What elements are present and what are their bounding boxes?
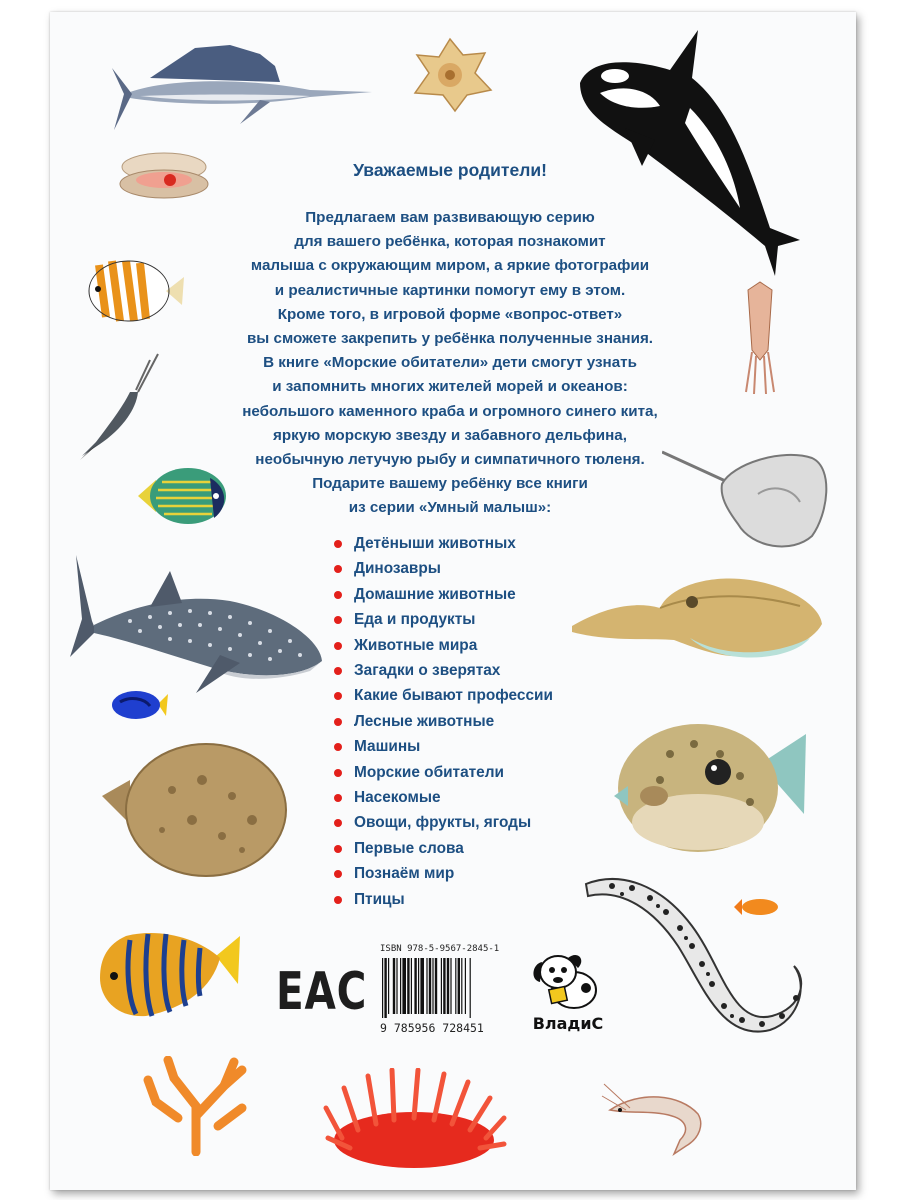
- list-item: [334, 582, 553, 607]
- barcode-bar: [465, 958, 466, 1014]
- bullet-icon: [334, 540, 342, 548]
- isbn-label: ISBN 978-5-9567-2845-1: [380, 944, 500, 954]
- whale-shark-icon: [70, 555, 325, 700]
- greeting-heading: Уважаемые родители!: [353, 160, 547, 180]
- barcode-bar: [426, 958, 427, 1014]
- bullet-icon: [334, 896, 342, 904]
- intro-line: малыша с окружающим миром, а яркие фотографии: [250, 257, 650, 275]
- book-title: Машины: [354, 738, 421, 756]
- book-title: Домашние животные: [354, 585, 516, 603]
- barcode-bar: [470, 958, 471, 1018]
- intro-line: и реалистичные картинки помогут ему в этом.: [274, 281, 626, 299]
- coral-icon: [138, 1056, 256, 1156]
- book-title: Лесные животные: [354, 712, 495, 730]
- book-title: Птицы: [354, 890, 405, 908]
- intro-line: вы сможете закрепить у ребёнка полученные знания.: [246, 330, 654, 348]
- barcode-bar: [400, 958, 401, 1014]
- barcode-bar: [447, 958, 449, 1014]
- longnose-fish-icon: [78, 352, 160, 462]
- barcode-bar: [384, 958, 386, 1018]
- cuttlefish-icon: [570, 566, 825, 666]
- barcode-bar: [461, 958, 462, 1014]
- book-title: Какие бывают профессии: [354, 687, 553, 705]
- barcode-bar: [420, 958, 424, 1014]
- barcode-bar: [402, 958, 406, 1014]
- list-item: [334, 785, 553, 810]
- barcode-bar: [388, 958, 389, 1014]
- book-title: Динозавры: [354, 560, 441, 578]
- barcode-bar: [396, 958, 397, 1014]
- intro-line: необычную летучую рыбу и симпатичного тюленя.: [255, 451, 645, 469]
- bullet-icon: [334, 819, 342, 827]
- bullet-icon: [334, 743, 342, 751]
- eac-conformity-mark: EAC: [276, 962, 368, 1022]
- book-title: Морские обитатели: [354, 763, 504, 781]
- barcode-bar: [414, 958, 416, 1014]
- flounder-icon: [102, 740, 287, 880]
- list-item: [334, 709, 553, 734]
- barcode-bar: [443, 958, 445, 1014]
- publisher-name: ВладиС: [532, 1014, 604, 1033]
- list-item: [334, 734, 553, 759]
- book-title: Насекомые: [354, 789, 441, 807]
- barcode-bar: [458, 958, 460, 1014]
- book-title: Детёныши животных: [354, 535, 516, 552]
- barcode-bar: [382, 958, 383, 1018]
- intro-line: яркую морскую звезду и забавного дельфина,: [273, 426, 627, 444]
- list-item: [334, 683, 553, 708]
- barcode-bar: [455, 958, 456, 1014]
- bullet-icon: [334, 616, 342, 624]
- intro-line: Предлагаем вам развивающую серию: [305, 209, 595, 226]
- barcode-bar: [393, 958, 395, 1014]
- bullet-icon: [334, 794, 342, 802]
- list-item: [334, 861, 553, 886]
- publisher-logo: [528, 944, 608, 1044]
- intro-line: из серии «Умный малыш»:: [348, 499, 552, 517]
- shrimp-icon: [600, 1080, 708, 1158]
- bullet-icon: [334, 870, 342, 878]
- list-item: [334, 607, 553, 632]
- list-item: [334, 887, 553, 912]
- barcode-number: 9 785956 728451: [380, 1021, 484, 1035]
- intro-line: В книге «Морские обитатели» дети смогут узнать: [263, 354, 637, 372]
- list-item: [334, 531, 553, 556]
- book-title: Овощи, фрукты, ягоды: [354, 814, 532, 832]
- book-title: Животные мира: [354, 636, 478, 654]
- intro-line: небольшого каменного краба и огромного синего кита,: [242, 402, 658, 420]
- list-item: [334, 810, 553, 835]
- barcode-bar: [418, 958, 419, 1014]
- list-item: [334, 633, 553, 658]
- barcode-bar: [407, 958, 409, 1014]
- sea-anemone-icon: [322, 1068, 507, 1170]
- dog-mascot-icon: [528, 944, 608, 1016]
- barcode-bar: [429, 958, 431, 1014]
- list-item: [334, 556, 553, 581]
- list-item: [334, 760, 553, 785]
- barcode: [380, 958, 504, 1018]
- barcode-bar: [441, 958, 442, 1014]
- intro-line: Подарите вашему ребёнку все книги: [312, 475, 588, 493]
- barcode-bar: [432, 958, 433, 1014]
- intro-paragraph: [200, 206, 700, 521]
- seashell-icon: [405, 35, 495, 113]
- bullet-icon: [334, 667, 342, 675]
- bullet-icon: [334, 565, 342, 573]
- bullet-icon: [334, 769, 342, 777]
- bullet-icon: [334, 591, 342, 599]
- sailfish-icon: [110, 40, 375, 140]
- intro-line: и запомнить многих жителей морей и океанов:: [272, 378, 628, 396]
- squid-icon: [742, 280, 778, 396]
- book-title: Познаём мир: [354, 865, 455, 883]
- intro-line: Кроме того, в игровой форме «вопрос-ответ»: [277, 305, 623, 323]
- book-title: Загадки о зверятах: [354, 662, 501, 680]
- book-title: Первые слова: [354, 839, 464, 857]
- isbn-barcode-block: [380, 944, 508, 1035]
- pufferfish-icon: [610, 714, 810, 859]
- bullet-icon: [334, 845, 342, 853]
- bullet-icon: [334, 642, 342, 650]
- list-item: [334, 836, 553, 861]
- intro-line: для вашего ребёнка, которая познакомит: [294, 233, 606, 251]
- blue-tang-icon: [110, 688, 168, 722]
- moray-eel-icon: [582, 866, 822, 1062]
- list-item: [334, 658, 553, 683]
- barcode-bar: [435, 958, 437, 1014]
- bullet-icon: [334, 692, 342, 700]
- barcode-bar: [411, 958, 412, 1014]
- book-series-list: [334, 531, 553, 912]
- book-title: Еда и продукты: [354, 611, 476, 629]
- bullet-icon: [334, 718, 342, 726]
- regal-angelfish-icon: [96, 928, 241, 1020]
- goldfish-icon: [732, 896, 780, 918]
- barcode-bar: [450, 958, 451, 1014]
- butterflyfish-icon: [84, 255, 184, 327]
